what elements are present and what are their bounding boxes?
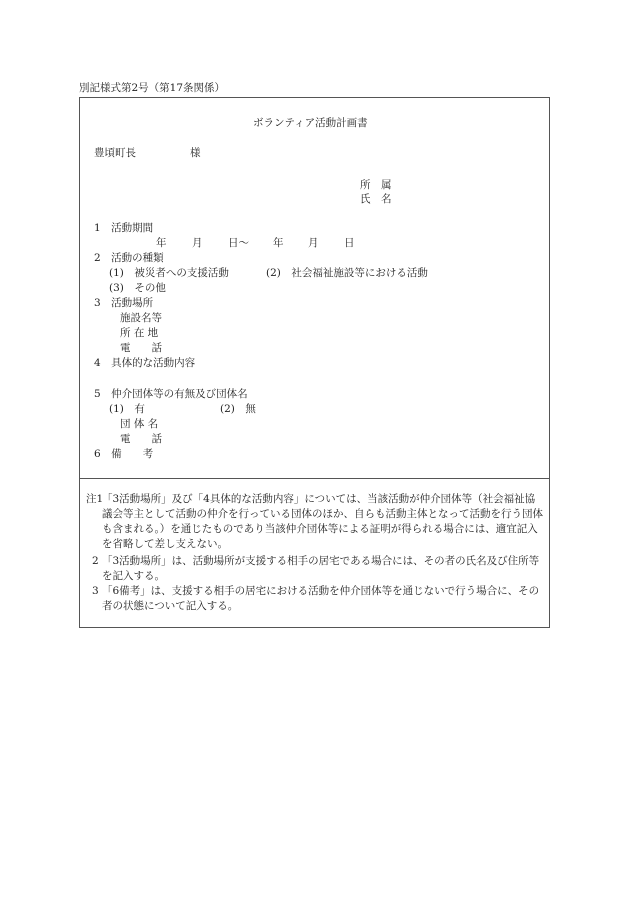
- form-header-label: 別記様式第2号（第17条関係）: [79, 82, 226, 94]
- item-activity-content: 4 具体的な活動内容: [94, 357, 196, 369]
- period-end-month: 月: [308, 237, 319, 249]
- item-activity-place: 3 活動場所: [94, 297, 154, 309]
- period-start-day: 日～: [228, 237, 249, 249]
- honorific: 様: [190, 147, 201, 159]
- note-3-label: 3: [92, 585, 99, 597]
- activity-type-option-3: (3) その他: [109, 282, 166, 294]
- period-end-day: 日: [344, 237, 355, 249]
- period-start-month: 月: [192, 237, 203, 249]
- period-end-year: 年: [273, 237, 284, 249]
- activity-type-option-1: (1) 被災者への支援活動: [109, 267, 229, 279]
- affiliation-label: 所 属: [360, 179, 392, 191]
- note-3-text: 「6備考」は、支援する相手の居宅における活動を仲介団体等を通じないで行う場合に、その者の状態について記入する。: [102, 585, 540, 612]
- period-start-year: 年: [156, 237, 167, 249]
- form-title: ボランティア活動計画書: [253, 117, 368, 129]
- organization-phone-label: 電 話: [120, 433, 162, 445]
- item-remarks: 6 備 考: [94, 448, 154, 460]
- notes-divider: [80, 478, 549, 479]
- name-label: 氏 名: [360, 193, 392, 205]
- organization-name-label: 団 体 名: [120, 418, 159, 430]
- item-activity-period: 1 活動期間: [94, 222, 154, 234]
- intermediary-no-option: (2) 無: [220, 403, 256, 415]
- intermediary-yes-option: (1) 有: [109, 403, 145, 415]
- activity-type-option-2: (2) 社会福祉施設等における活動: [266, 267, 428, 279]
- addressee: 豊頃町長: [94, 147, 136, 159]
- facility-name-label: 施設名等: [120, 312, 162, 324]
- location-label: 所 在 地: [120, 327, 159, 339]
- note-1-text: 「3活動場所」及び「4具体的な活動内容」については、当該活動が仲介団体等（社会福祉協議会等主として活動の仲介を行っている団体のほか、自らも活動主体となって活動を行う団体も含まれる。）を通じたものであり当該仲介団体等による証明が得られる場合には、適宜記入を省略して差し支えない。: [102, 493, 543, 550]
- form-box: [79, 97, 550, 628]
- phone-label: 電 話: [120, 342, 162, 354]
- item-activity-type: 2 活動の種類: [94, 252, 164, 264]
- item-intermediary: 5 仲介団体等の有無及び団体名: [94, 388, 248, 400]
- note-2-text: 「3活動場所」は、活動場所が支援する相手の居宅である場合には、その者の氏名及び住所等を記入する。: [102, 555, 540, 582]
- note-1-label: 注1: [86, 493, 104, 505]
- note-2-label: 2: [92, 555, 99, 567]
